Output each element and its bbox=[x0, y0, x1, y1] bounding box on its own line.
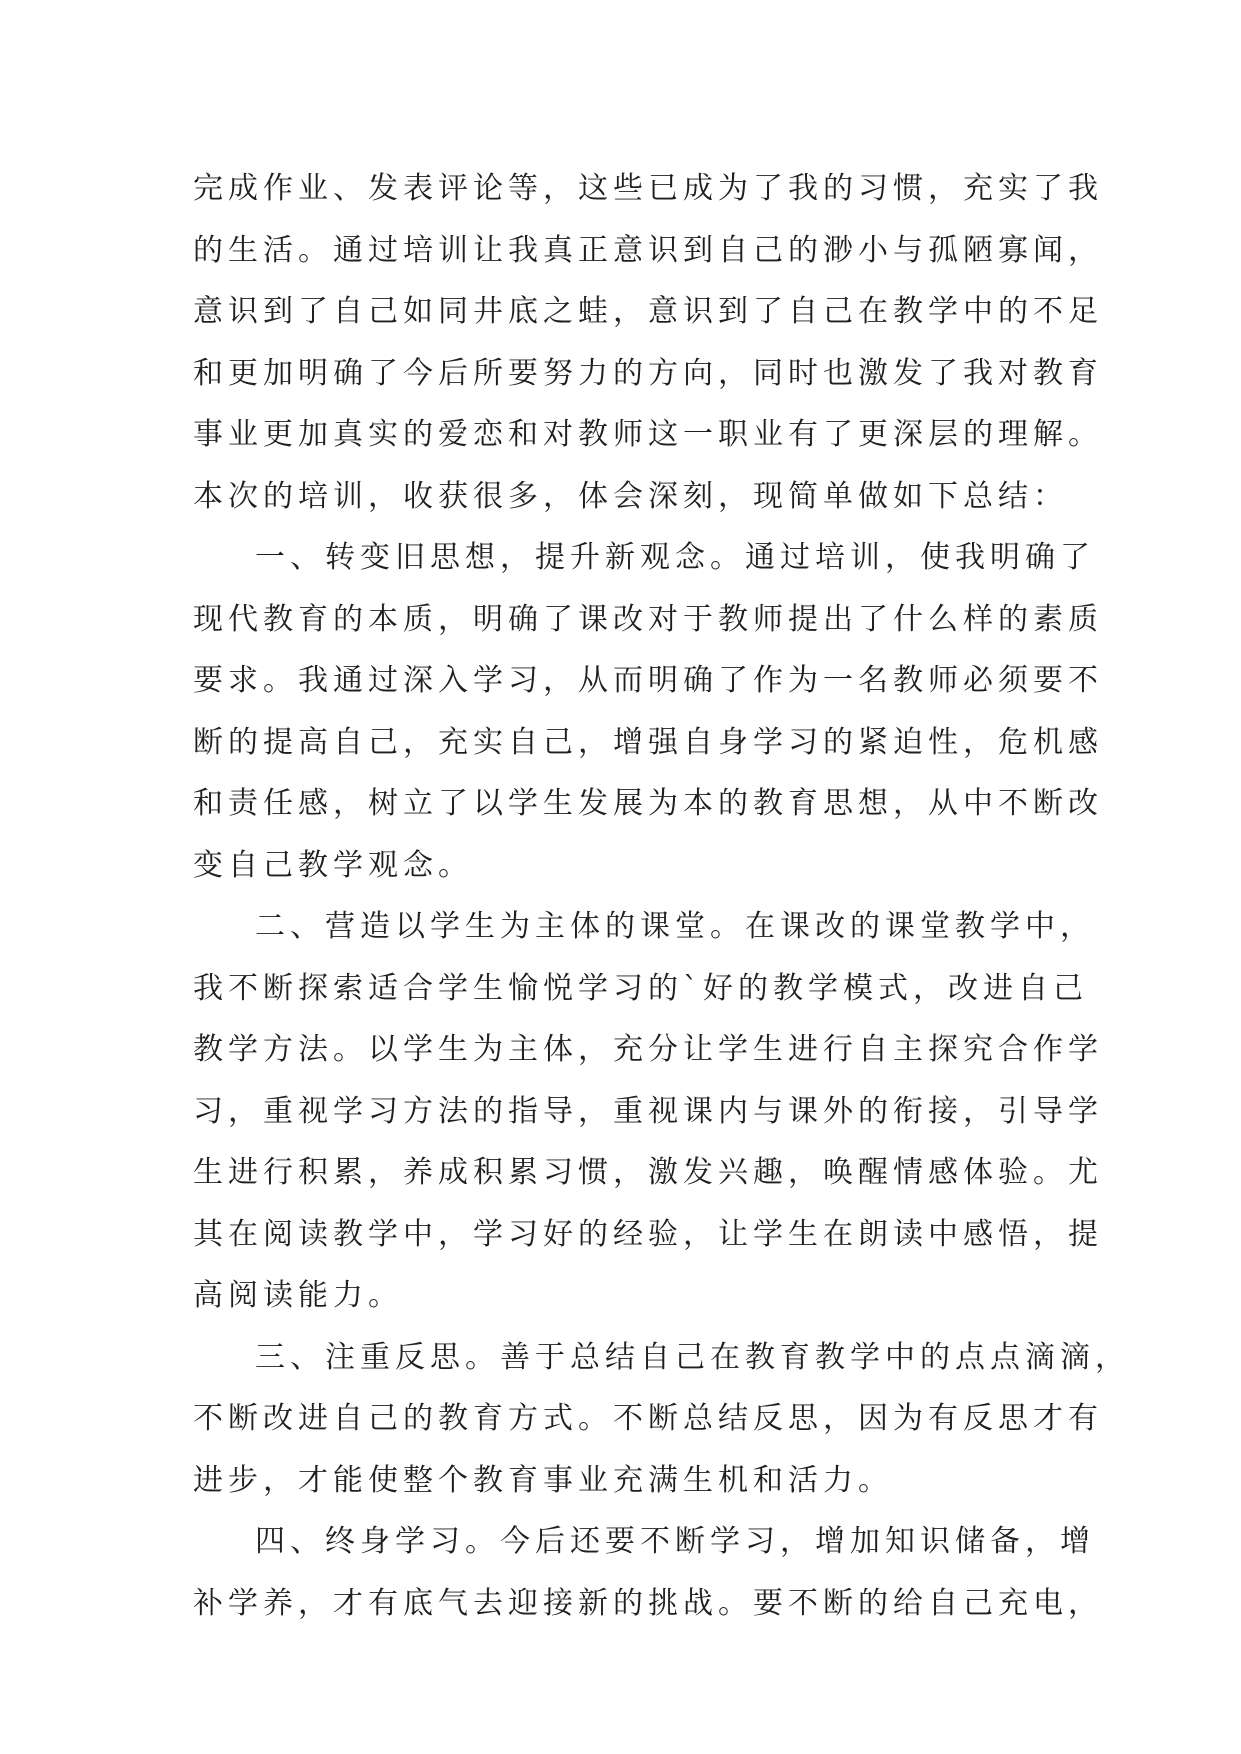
text-line: 事业更加真实的爱恋和对教师这一职业有了更深层的理解。 bbox=[193, 417, 1103, 452]
text-line: 生进行积累，养成积累习惯，激发兴趣，唤醒情感体验。尤 bbox=[193, 1155, 1103, 1190]
text-line: 的生活。通过培训让我真正意识到自己的渺小与孤陋寡闻， bbox=[193, 232, 1103, 268]
text-line: 变自己教学观念。 bbox=[193, 847, 473, 883]
text-line: 完成作业、发表评论等，这些已成为了我的习惯，充实了我 bbox=[193, 171, 1103, 206]
text-line: 补学养，才有底气去迎接新的挑战。要不断的给自己充电， bbox=[193, 1585, 1103, 1621]
text-line: 习，重视学习方法的指导，重视课内与课外的衔接，引导学 bbox=[193, 1093, 1103, 1129]
text-line: 现代教育的本质，明确了课改对于教师提出了什么样的素质 bbox=[193, 601, 1103, 637]
text-line: 不断改进自己的教育方式。不断总结反思，因为有反思才有 bbox=[193, 1401, 1103, 1436]
text-line: 要求。我通过深入学习，从而明确了作为一名教师必须要不 bbox=[193, 663, 1103, 698]
document-body bbox=[193, 158, 1130, 1634]
paragraph-heading-3: 三、注重反思。善于总结自己在教育教学中的点点滴滴， bbox=[255, 1339, 1130, 1375]
text-line: 进步，才能使整个教育事业充满生机和活力。 bbox=[193, 1462, 893, 1498]
text-line: 和更加明确了今后所要努力的方向，同时也激发了我对教育 bbox=[193, 355, 1103, 391]
text-line: 其在阅读教学中，学习好的经验，让学生在朗读中感悟，提 bbox=[193, 1216, 1103, 1252]
paragraph-heading-4: 四、终身学习。今后还要不断学习，增加知识储备，增 bbox=[255, 1524, 1095, 1559]
paragraph-heading-2: 二、营造以学生为主体的课堂。在课改的课堂教学中， bbox=[255, 909, 1095, 944]
text-line: 本次的培训，收获很多，体会深刻，现简单做如下总结： bbox=[193, 478, 1068, 514]
text-line: 意识到了自己如同井底之蛙，意识到了自己在教学中的不足 bbox=[193, 294, 1103, 329]
paragraph-heading-1: 一、转变旧思想，提升新观念。通过培训，使我明确了 bbox=[255, 540, 1095, 575]
text-line: 断的提高自己，充实自己，增强自身学习的紧迫性，危机感 bbox=[193, 724, 1103, 760]
text-line: 和责任感，树立了以学生发展为本的教育思想，从中不断改 bbox=[193, 786, 1103, 821]
text-line: 我不断探索适合学生愉悦学习的`好的教学模式，改进自己 bbox=[193, 970, 1088, 1006]
text-line: 高阅读能力。 bbox=[193, 1278, 403, 1313]
text-line: 教学方法。以学生为主体，充分让学生进行自主探究合作学 bbox=[193, 1032, 1103, 1067]
